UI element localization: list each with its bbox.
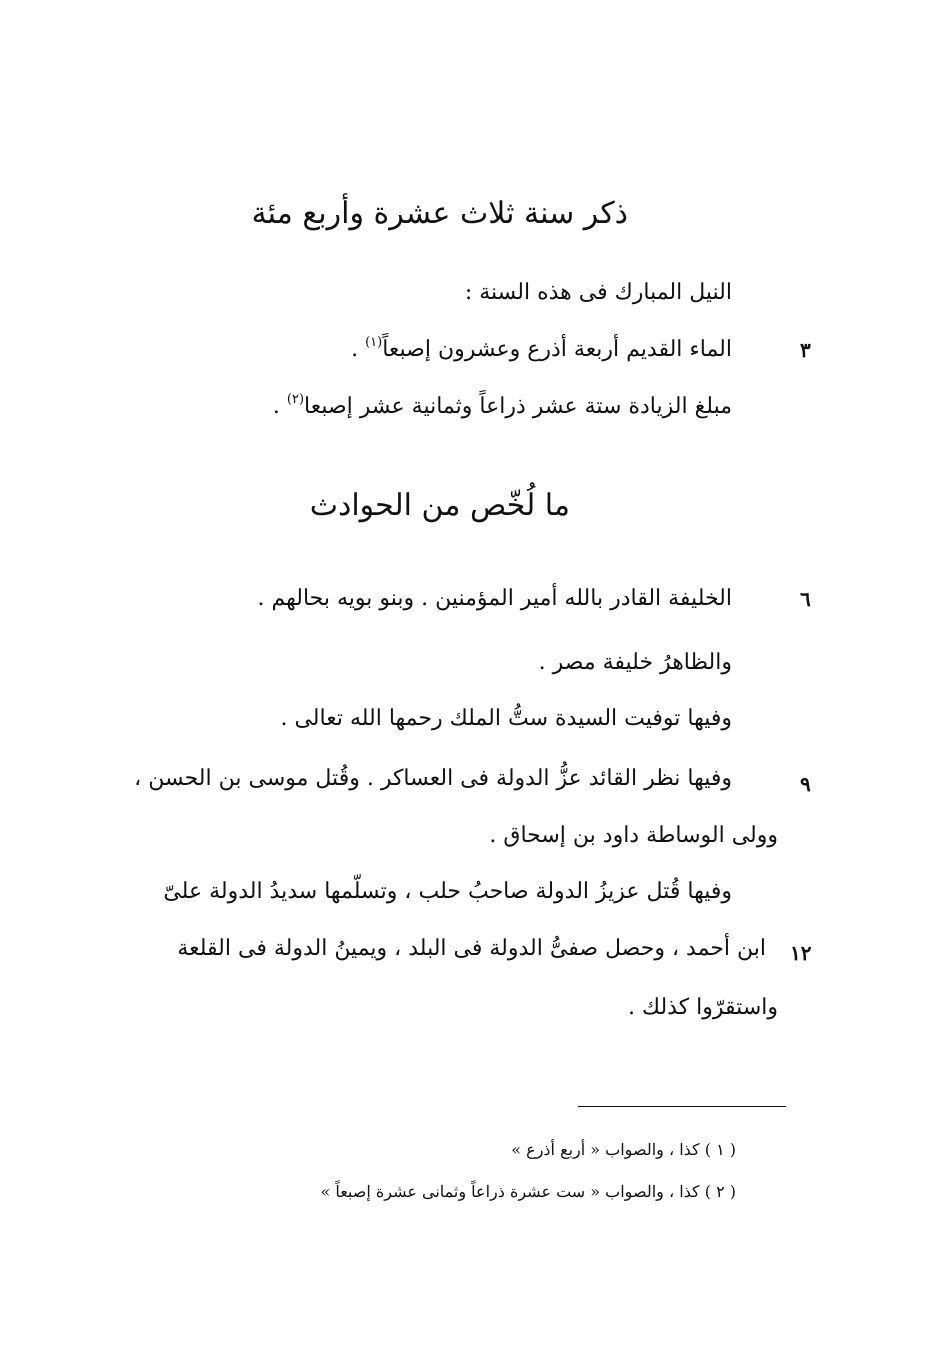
old-water-line: الماء القديم أربعة أذرع وعشرون إصبعاً$^{(١)}$ .: [351, 335, 732, 362]
line-number: ٣: [800, 338, 811, 362]
footnote: ( ٢ ) كذا ، والصواب « ست عشرة ذراعاً وثمانى عشرة إصبعاً »: [320, 1182, 736, 1201]
section-heading-year: ذكر سنة ثلاث عشرة وأربع مئة: [251, 196, 628, 231]
line-number: ٩: [800, 772, 811, 796]
footnote-ref-2: (٢): [286, 392, 305, 407]
footnote: ( ١ ) كذا ، والصواب « أربع أذرع »: [511, 1140, 736, 1159]
increase-line: مبلغ الزيادة ستة عشر ذراعاً وثمانية عشر إصبعا$^{(٢)}$ .: [272, 392, 732, 419]
nile-intro-line: النيل المبارك فى هذه السنة :: [464, 280, 732, 305]
line-number: ١٢: [790, 941, 812, 965]
event-line: وفيها نظر القائد عزُّ الدولة فى العساكر . وقُتل موسى بن الحسن ،: [134, 766, 732, 791]
footnote-ref-1: (١): [365, 335, 383, 350]
event-line: والظاهرُ خليفة مصر .: [538, 650, 732, 675]
footnote-divider: [578, 1106, 786, 1107]
event-line: وفيها توفيت السيدة ستُّ الملك رحمها الله تعالى .: [280, 706, 732, 731]
event-line: وفيها قُتل عزيزُ الدولة صاحبُ حلب ، وتسلّمها سديدُ الدولة علىّ: [163, 879, 732, 904]
event-line: الخليفة القادر بالله أمير المؤمنين . وبنو بويه بحالهم .: [257, 586, 732, 611]
line-number: ٦: [800, 587, 811, 611]
section-heading-events: ما لُخّص من الحوادث: [309, 488, 570, 523]
event-line: واستقرّوا كذلك .: [627, 995, 778, 1020]
event-line: وولى الوساطة داود بن إسحاق .: [489, 823, 778, 848]
event-line: ابن أحمد ، وحصل صفىُّ الدولة فى البلد ، ويمينُ الدولة فى القلعة: [177, 936, 766, 961]
